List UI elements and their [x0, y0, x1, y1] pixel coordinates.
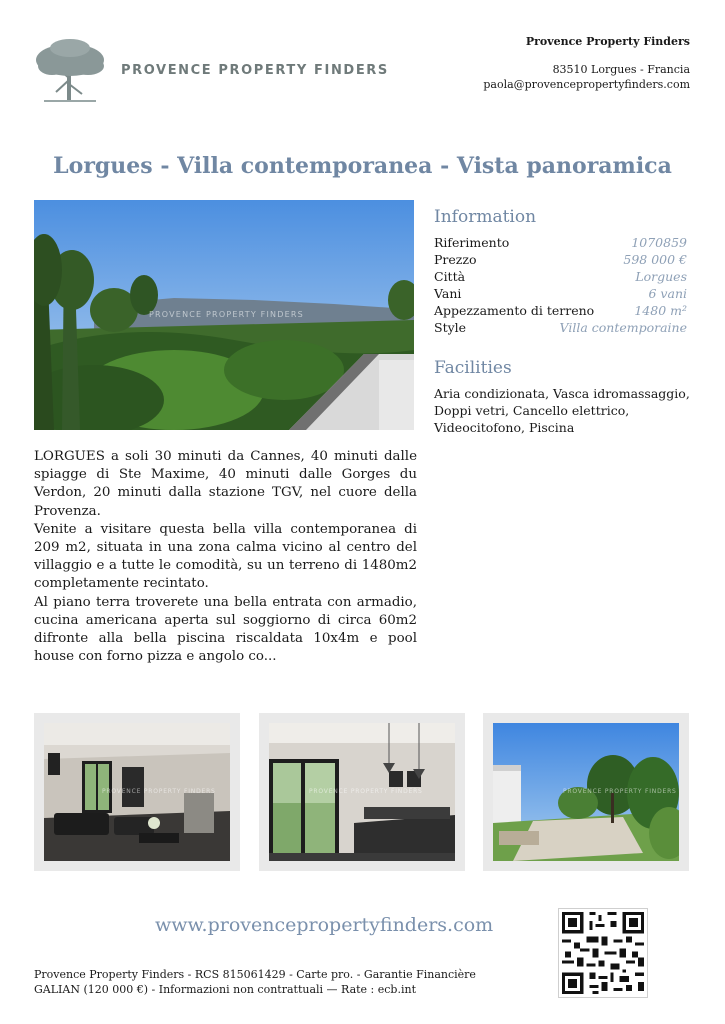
facilities-list: Aria condizionata, Vasca idromassaggio, Doppi vetri, Cancello elettrico, Videocitofono, Piscina	[434, 386, 690, 435]
photo-watermark: PROVENCE PROPERTY FINDERS	[149, 310, 304, 319]
info-value: Villa contemporaine	[559, 320, 687, 335]
info-row-reference	[434, 234, 687, 251]
photo-watermark: PROVENCE PROPERTY FINDERS	[102, 788, 216, 795]
legal-notice: Provence Property Finders - RCS 815061429 - Carte pro. - Garantie Financière GALIAN (120 000 €) - Informazioni non contrattuali — Rate : ecb.int	[34, 968, 476, 996]
information-table	[434, 234, 687, 336]
info-label: Appezzamento di terreno	[434, 303, 595, 318]
description-paragraph: LORGUES a soli 30 minuti da Cannes, 40 minuti dalle spiagge di Ste Maxime, 40 minuti dalle Gorges du Verdon, 20 minuti dalla stazione TGV, nel cuore della Provenza.	[34, 449, 417, 519]
thumbnail-kitchen[interactable]	[259, 713, 465, 871]
garden-image	[493, 723, 679, 861]
thumbnail-living-room[interactable]	[34, 713, 240, 871]
info-value: 6 vani	[648, 286, 687, 301]
panoramic-view-image	[34, 200, 414, 430]
facilities-heading: Facilities	[434, 358, 512, 378]
living-room-image	[44, 723, 230, 861]
info-row-style	[434, 319, 687, 336]
info-row-rooms	[434, 285, 687, 302]
info-value: 1480 m²	[634, 303, 687, 318]
agency-email[interactable]: paola@provencepropertyfinders.com	[483, 78, 690, 91]
info-value: 598 000 €	[623, 252, 687, 267]
info-label: Riferimento	[434, 235, 510, 250]
info-label: Vani	[434, 286, 462, 301]
website-link[interactable]: www.provencepropertyfinders.com	[155, 914, 494, 936]
agency-address: 83510 Lorgues - Francia	[552, 63, 690, 76]
description-paragraph: Al piano terra troverete una bella entrata con armadio, cucina americana aperta sul soggiorno di circa 60m2 difronte alla bella piscina riscaldata 10x4m e pool house con forno pizza e angolo co...	[34, 594, 417, 665]
description-paragraph: Venite a visitare questa bella villa contemporanea di 209 m2, situata in una zona calma vicino al centro del villaggio e a tutte le comodità, su un terreno di 1480m2 completamente recintato.	[34, 521, 417, 592]
info-label: Città	[434, 269, 466, 284]
info-value: 1070859	[631, 235, 687, 250]
info-row-city	[434, 268, 687, 285]
info-row-price	[434, 251, 687, 268]
info-label: Style	[434, 320, 467, 335]
agency-contact-block	[483, 34, 690, 92]
info-row-land	[434, 302, 687, 319]
agency-name: Provence Property Finders	[525, 35, 690, 48]
thumbnail-garden[interactable]	[483, 713, 689, 871]
qr-code-icon[interactable]	[558, 908, 648, 998]
info-value: Lorgues	[635, 269, 687, 284]
photo-watermark: PROVENCE PROPERTY FINDERS	[563, 788, 677, 795]
page-title: Lorgues - Villa contemporanea - Vista panoramica	[53, 153, 672, 179]
main-property-photo	[34, 200, 414, 430]
property-description	[34, 448, 417, 666]
info-label: Prezzo	[434, 252, 477, 267]
logo-wordmark: PROVENCE PROPERTY FINDERS	[121, 63, 389, 78]
kitchen-image	[269, 723, 455, 861]
photo-watermark: PROVENCE PROPERTY FINDERS	[309, 788, 423, 795]
information-heading: Information	[434, 207, 537, 227]
